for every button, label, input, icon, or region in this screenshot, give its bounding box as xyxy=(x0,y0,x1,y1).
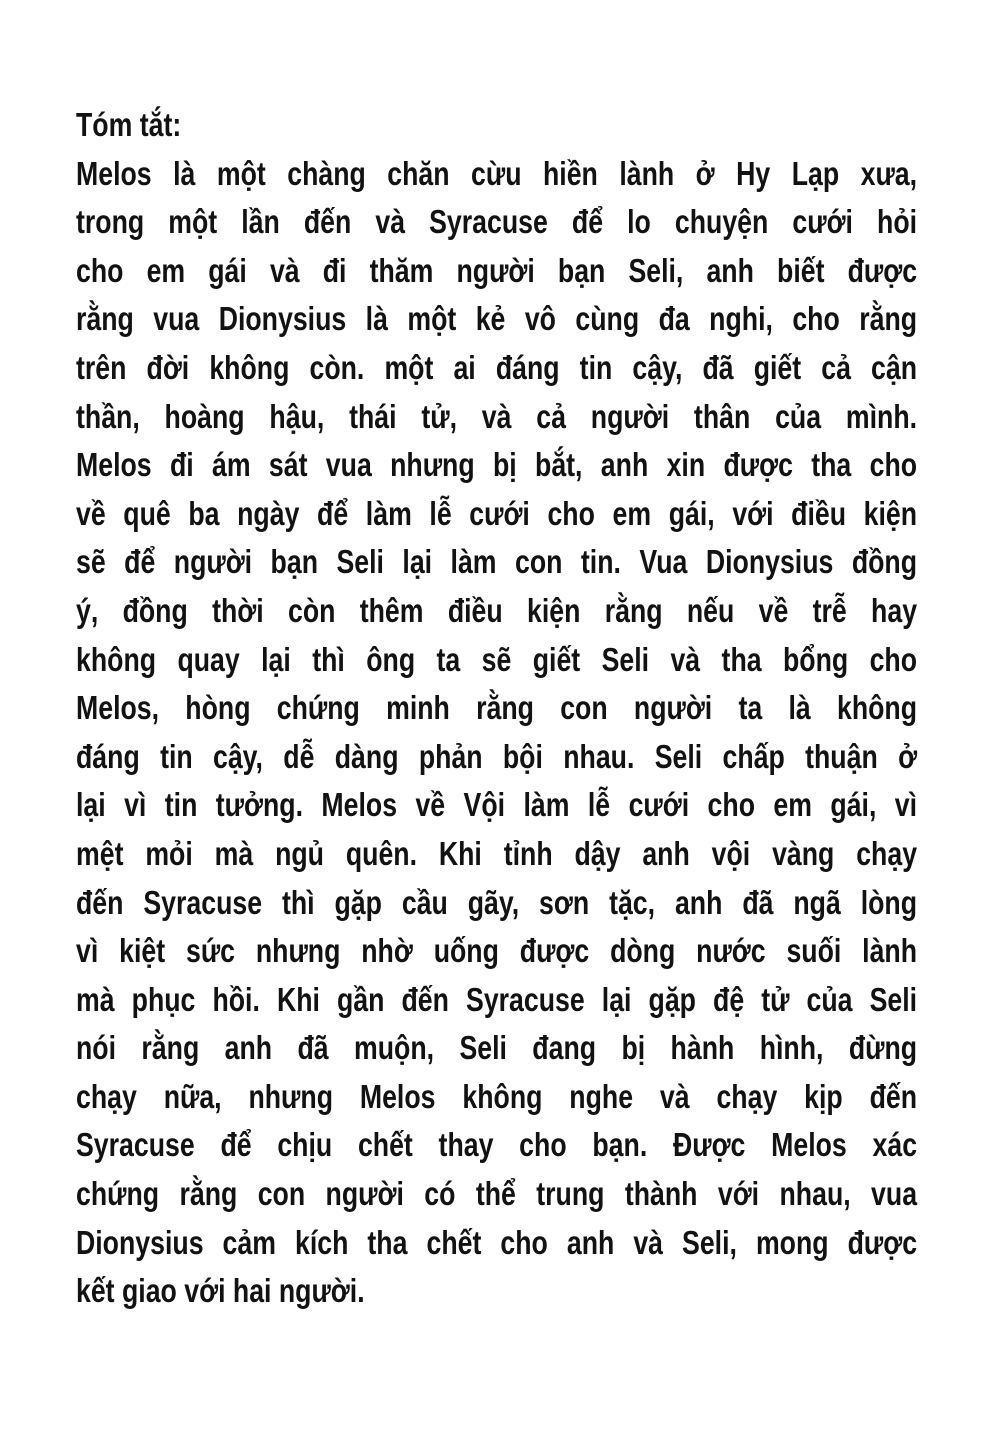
text-line: vì kiệt sức nhưng nhờ uống được dòng nước suối lành xyxy=(76,932,918,970)
text-line: kết giao với hai người. xyxy=(76,1272,365,1310)
text-line: về quê ba ngày để làm lễ cưới cho em gái, với điều kiện xyxy=(76,494,918,532)
text-line: Melos đi ám sát vua nhưng bị bắt, anh xin được tha cho xyxy=(76,446,918,484)
text-line: đáng tin cậy, dễ dàng phản bội nhau. Seli chấp thuận ở xyxy=(76,737,918,775)
summary-document xyxy=(76,101,918,1316)
text-line: Dionysius cảm kích tha chết cho anh và Seli, mong được xyxy=(76,1223,918,1261)
text-line: Syracuse để chịu chết thay cho bạn. Được Melos xác xyxy=(76,1126,918,1164)
text-line: chạy nữa, nhưng Melos không nghe và chạy kịp đến xyxy=(76,1077,918,1115)
text-line: ý, đồng thời còn thêm điều kiện rằng nếu về trễ hay xyxy=(76,591,918,629)
text-line: thần, hoàng hậu, thái tử, và cả người thân của mình. xyxy=(76,397,918,435)
text-line: không quay lại thì ông ta sẽ giết Seli và tha bổng cho xyxy=(76,640,918,678)
text-line: mệt mỏi mà ngủ quên. Khi tỉnh dậy anh vội vàng chạy xyxy=(76,834,918,872)
text-line: Melos là một chàng chăn cừu hiền lành ở Hy Lạp xưa, xyxy=(76,154,918,192)
text-line: rằng vua Dionysius là một kẻ vô cùng đa nghi, cho rằng xyxy=(76,300,918,338)
text-line: cho em gái và đi thăm người bạn Seli, anh biết được xyxy=(76,251,918,289)
text-line: lại vì tin tưởng. Melos về Vội làm lễ cưới cho em gái, vì xyxy=(76,786,918,824)
text-line: trong một lần đến và Syracuse để lo chuyện cưới hỏi xyxy=(76,203,918,241)
text-line: đến Syracuse thì gặp cầu gãy, sơn tặc, anh đã ngã lòng xyxy=(76,883,918,921)
text-line: sẽ để người bạn Seli lại làm con tin. Vua Dionysius đồng xyxy=(76,543,918,581)
summary-body xyxy=(76,150,918,1316)
text-line: nói rằng anh đã muộn, Seli đang bị hành hình, đừng xyxy=(76,1029,918,1067)
text-line: chứng rằng con người có thể trung thành với nhau, vua xyxy=(76,1175,918,1213)
summary-heading: Tóm tắt: xyxy=(76,106,182,143)
text-line: trên đời không còn. một ai đáng tin cậy, đã giết cả cận xyxy=(76,348,918,386)
text-line: mà phục hồi. Khi gần đến Syracuse lại gặp đệ tử của Seli xyxy=(76,980,918,1018)
text-line: Melos, hòng chứng minh rằng con người ta là không xyxy=(76,689,918,727)
